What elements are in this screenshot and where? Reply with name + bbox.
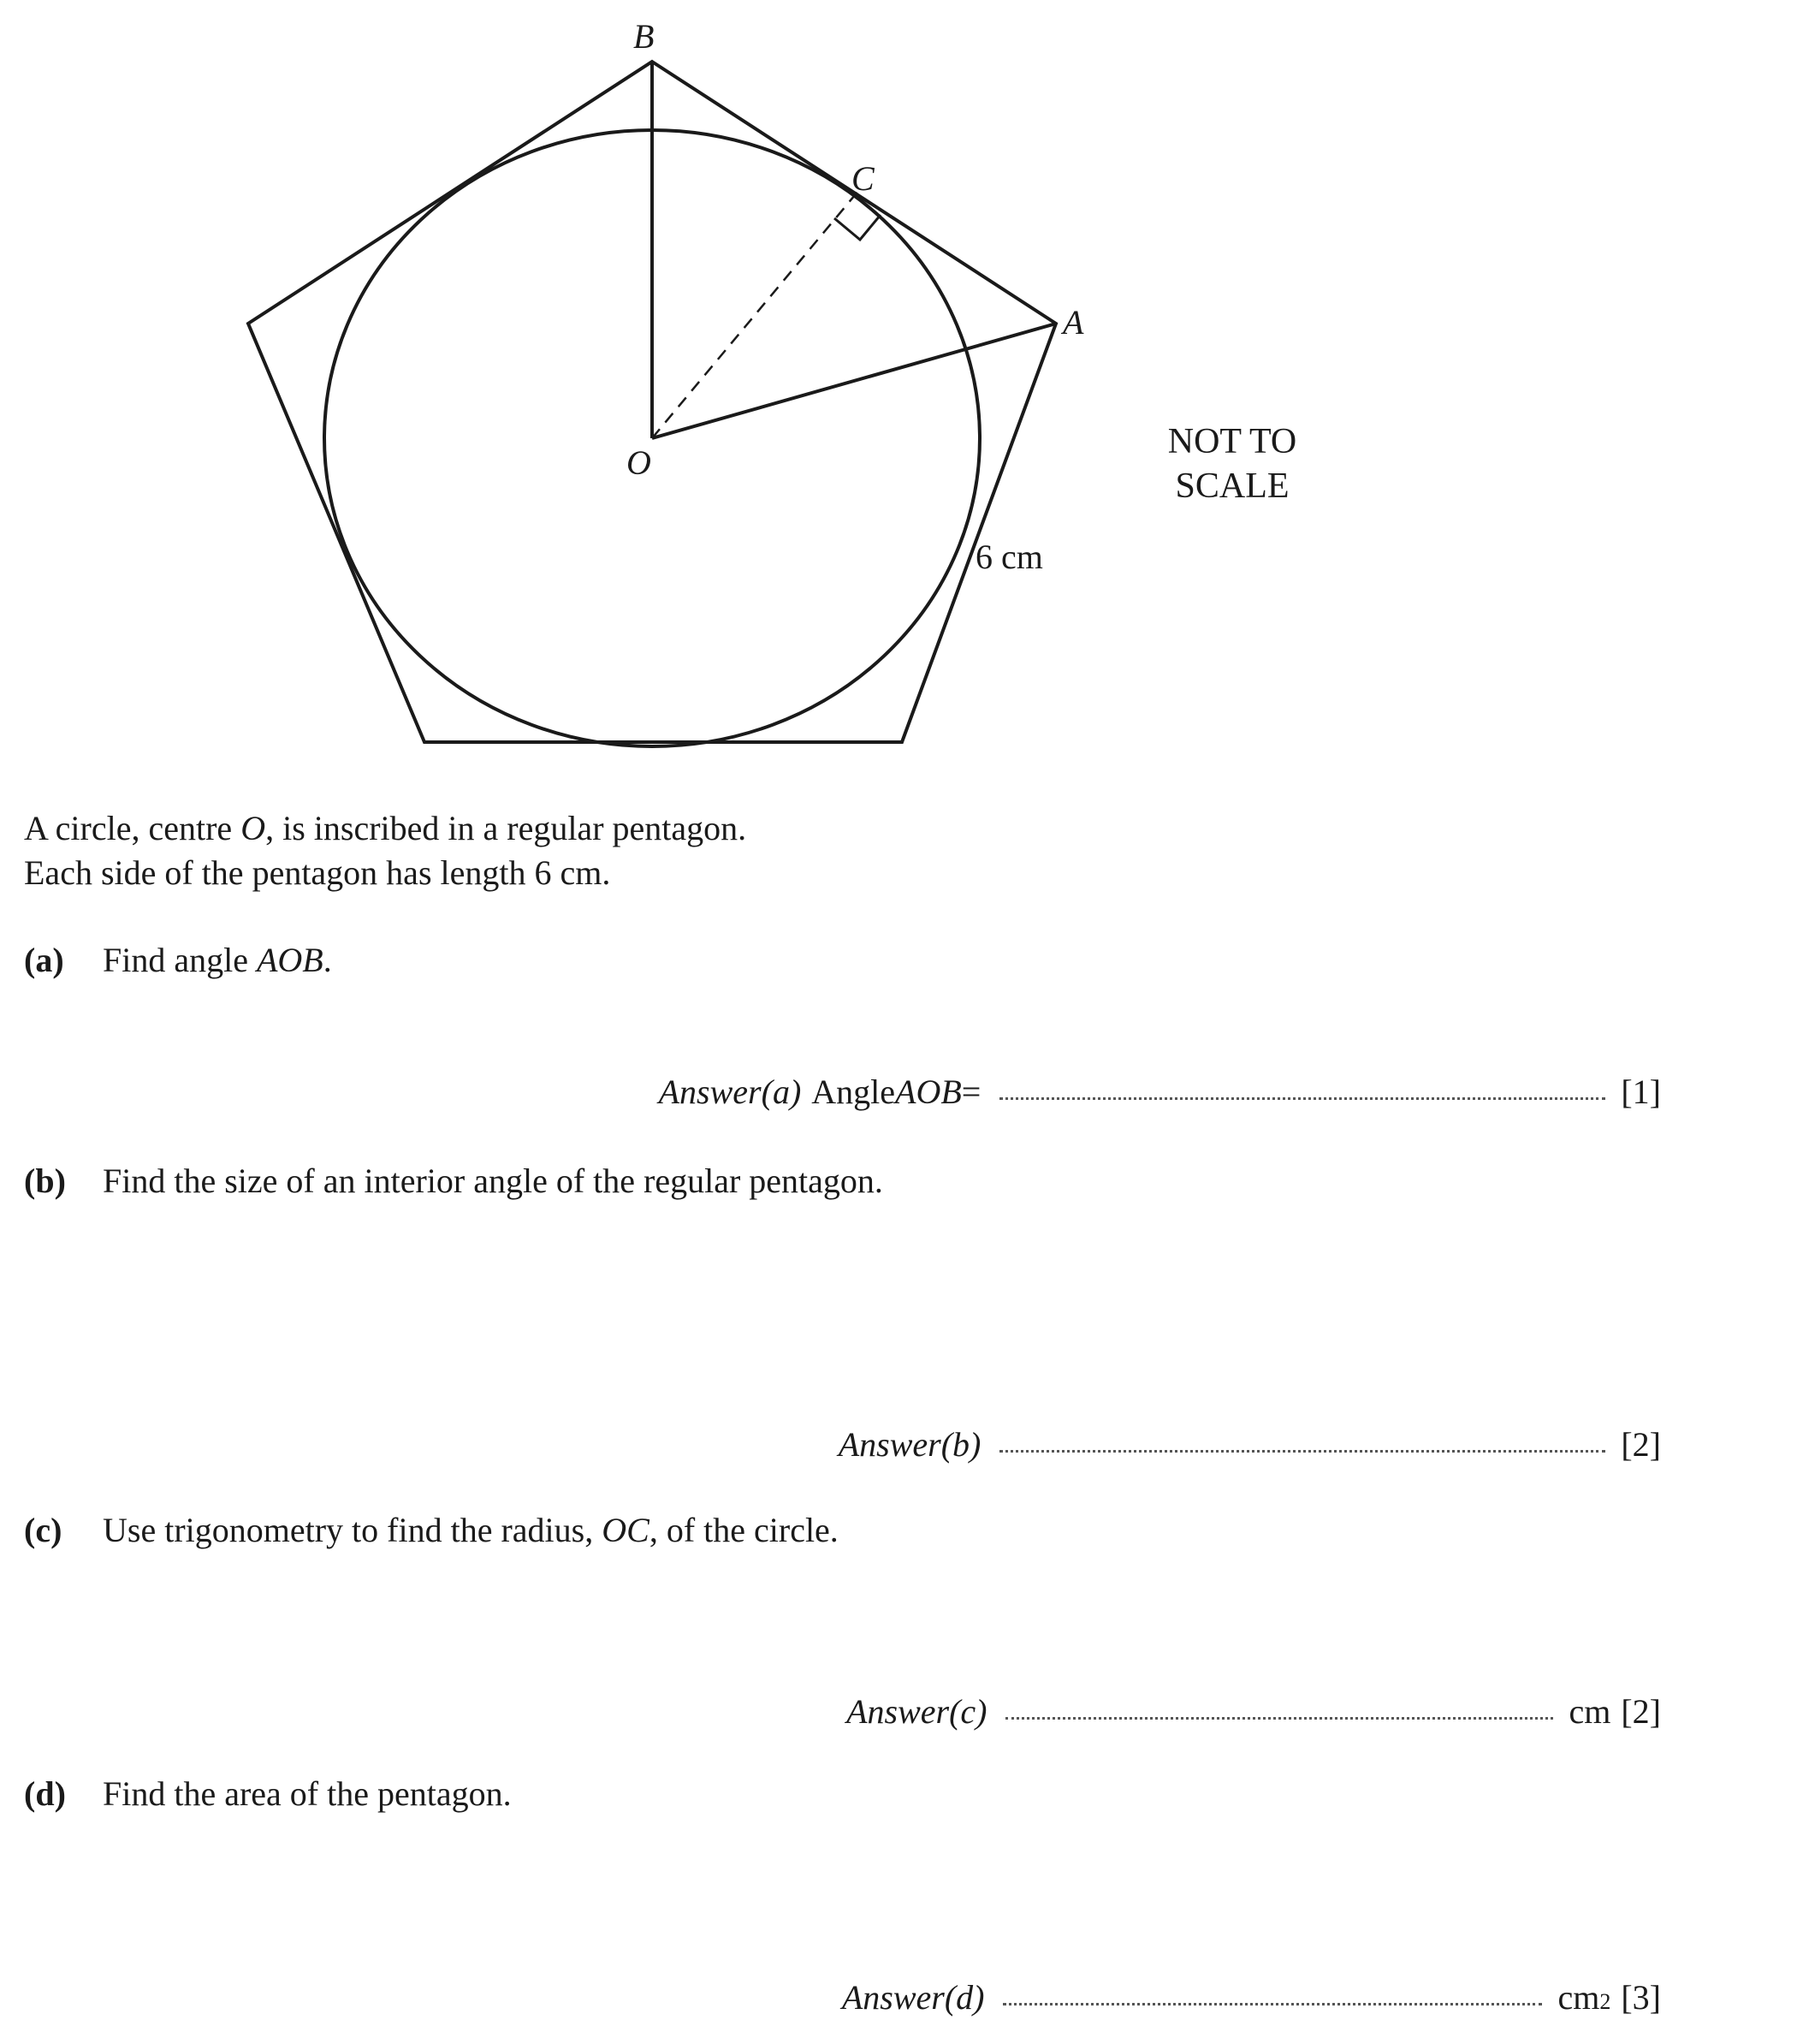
answer-a-field[interactable]	[999, 1097, 1605, 1100]
intro-line-1-post: , is inscribed in a regular pentagon.	[265, 809, 747, 847]
intro-line-1	[24, 808, 746, 848]
question-b-tag: (b)	[24, 1162, 66, 1200]
answer-c-unit: cm	[1569, 1692, 1611, 1731]
side-length-label: 6 cm	[976, 538, 1043, 576]
not-to-scale-note	[1121, 419, 1343, 508]
answer-d-line	[842, 1977, 1661, 2017]
question-a	[24, 940, 332, 980]
segment-oc-dashed	[652, 190, 859, 438]
answer-b-label: Answer(b)	[838, 1425, 982, 1464]
question-b	[24, 1161, 883, 1201]
question-d-tag: (d)	[24, 1774, 66, 1813]
question-d-text: Find the area of the pentagon.	[103, 1774, 512, 1813]
note-line-2: SCALE	[1175, 466, 1290, 506]
right-angle-marker	[834, 215, 881, 240]
answer-d-unit-sup: 2	[1599, 1989, 1611, 2014]
question-c-text: Use trigonometry to find the radius,	[103, 1511, 602, 1549]
intro-line-1-pre: A circle, centre	[24, 809, 241, 847]
question-d	[24, 1774, 512, 1814]
answer-b-line	[839, 1424, 1661, 1465]
segment-oa	[652, 324, 1056, 438]
question-b-text: Find the size of an interior angle of the regular pentagon.	[103, 1162, 883, 1200]
question-a-post: .	[323, 941, 332, 979]
answer-a-line	[659, 1072, 1661, 1112]
answer-c-marks: [2]	[1621, 1692, 1661, 1731]
label-c: C	[851, 159, 875, 198]
answer-d-unit: cm	[1557, 1978, 1600, 2017]
answer-a-marks: [1]	[1621, 1073, 1661, 1111]
answer-d-label: Answer(d)	[841, 1978, 985, 2017]
answer-c-line	[846, 1691, 1661, 1732]
pentagon-diagram	[0, 0, 1797, 770]
question-c-tag: (c)	[24, 1511, 62, 1549]
intro-line-1-var: O	[240, 809, 266, 847]
answer-c-label: Answer(c)	[846, 1692, 987, 1731]
answer-a-eq: =	[961, 1073, 982, 1111]
answer-a-label: Answer(a)	[658, 1073, 802, 1111]
note-line-1: NOT TO	[1167, 422, 1297, 461]
answer-d-field[interactable]	[1003, 2003, 1542, 2005]
answer-a-var: AOB	[895, 1073, 962, 1111]
question-a-var: AOB	[256, 941, 323, 979]
label-a: A	[1063, 303, 1084, 342]
question-a-tag: (a)	[24, 941, 64, 979]
question-c-post: , of the circle.	[649, 1511, 839, 1549]
answer-d-marks: [3]	[1621, 1978, 1661, 2017]
question-a-text: Find angle	[103, 941, 257, 979]
label-b: B	[633, 17, 655, 56]
answer-a-text: Angle	[811, 1073, 896, 1111]
label-o: O	[626, 443, 651, 482]
answer-b-field[interactable]	[999, 1450, 1605, 1453]
answer-b-marks: [2]	[1621, 1425, 1661, 1464]
answer-c-field[interactable]	[1005, 1717, 1553, 1720]
question-c-var: OC	[602, 1511, 649, 1549]
intro-line-2: Each side of the pentagon has length 6 cm.	[24, 853, 611, 892]
question-c	[24, 1510, 839, 1550]
